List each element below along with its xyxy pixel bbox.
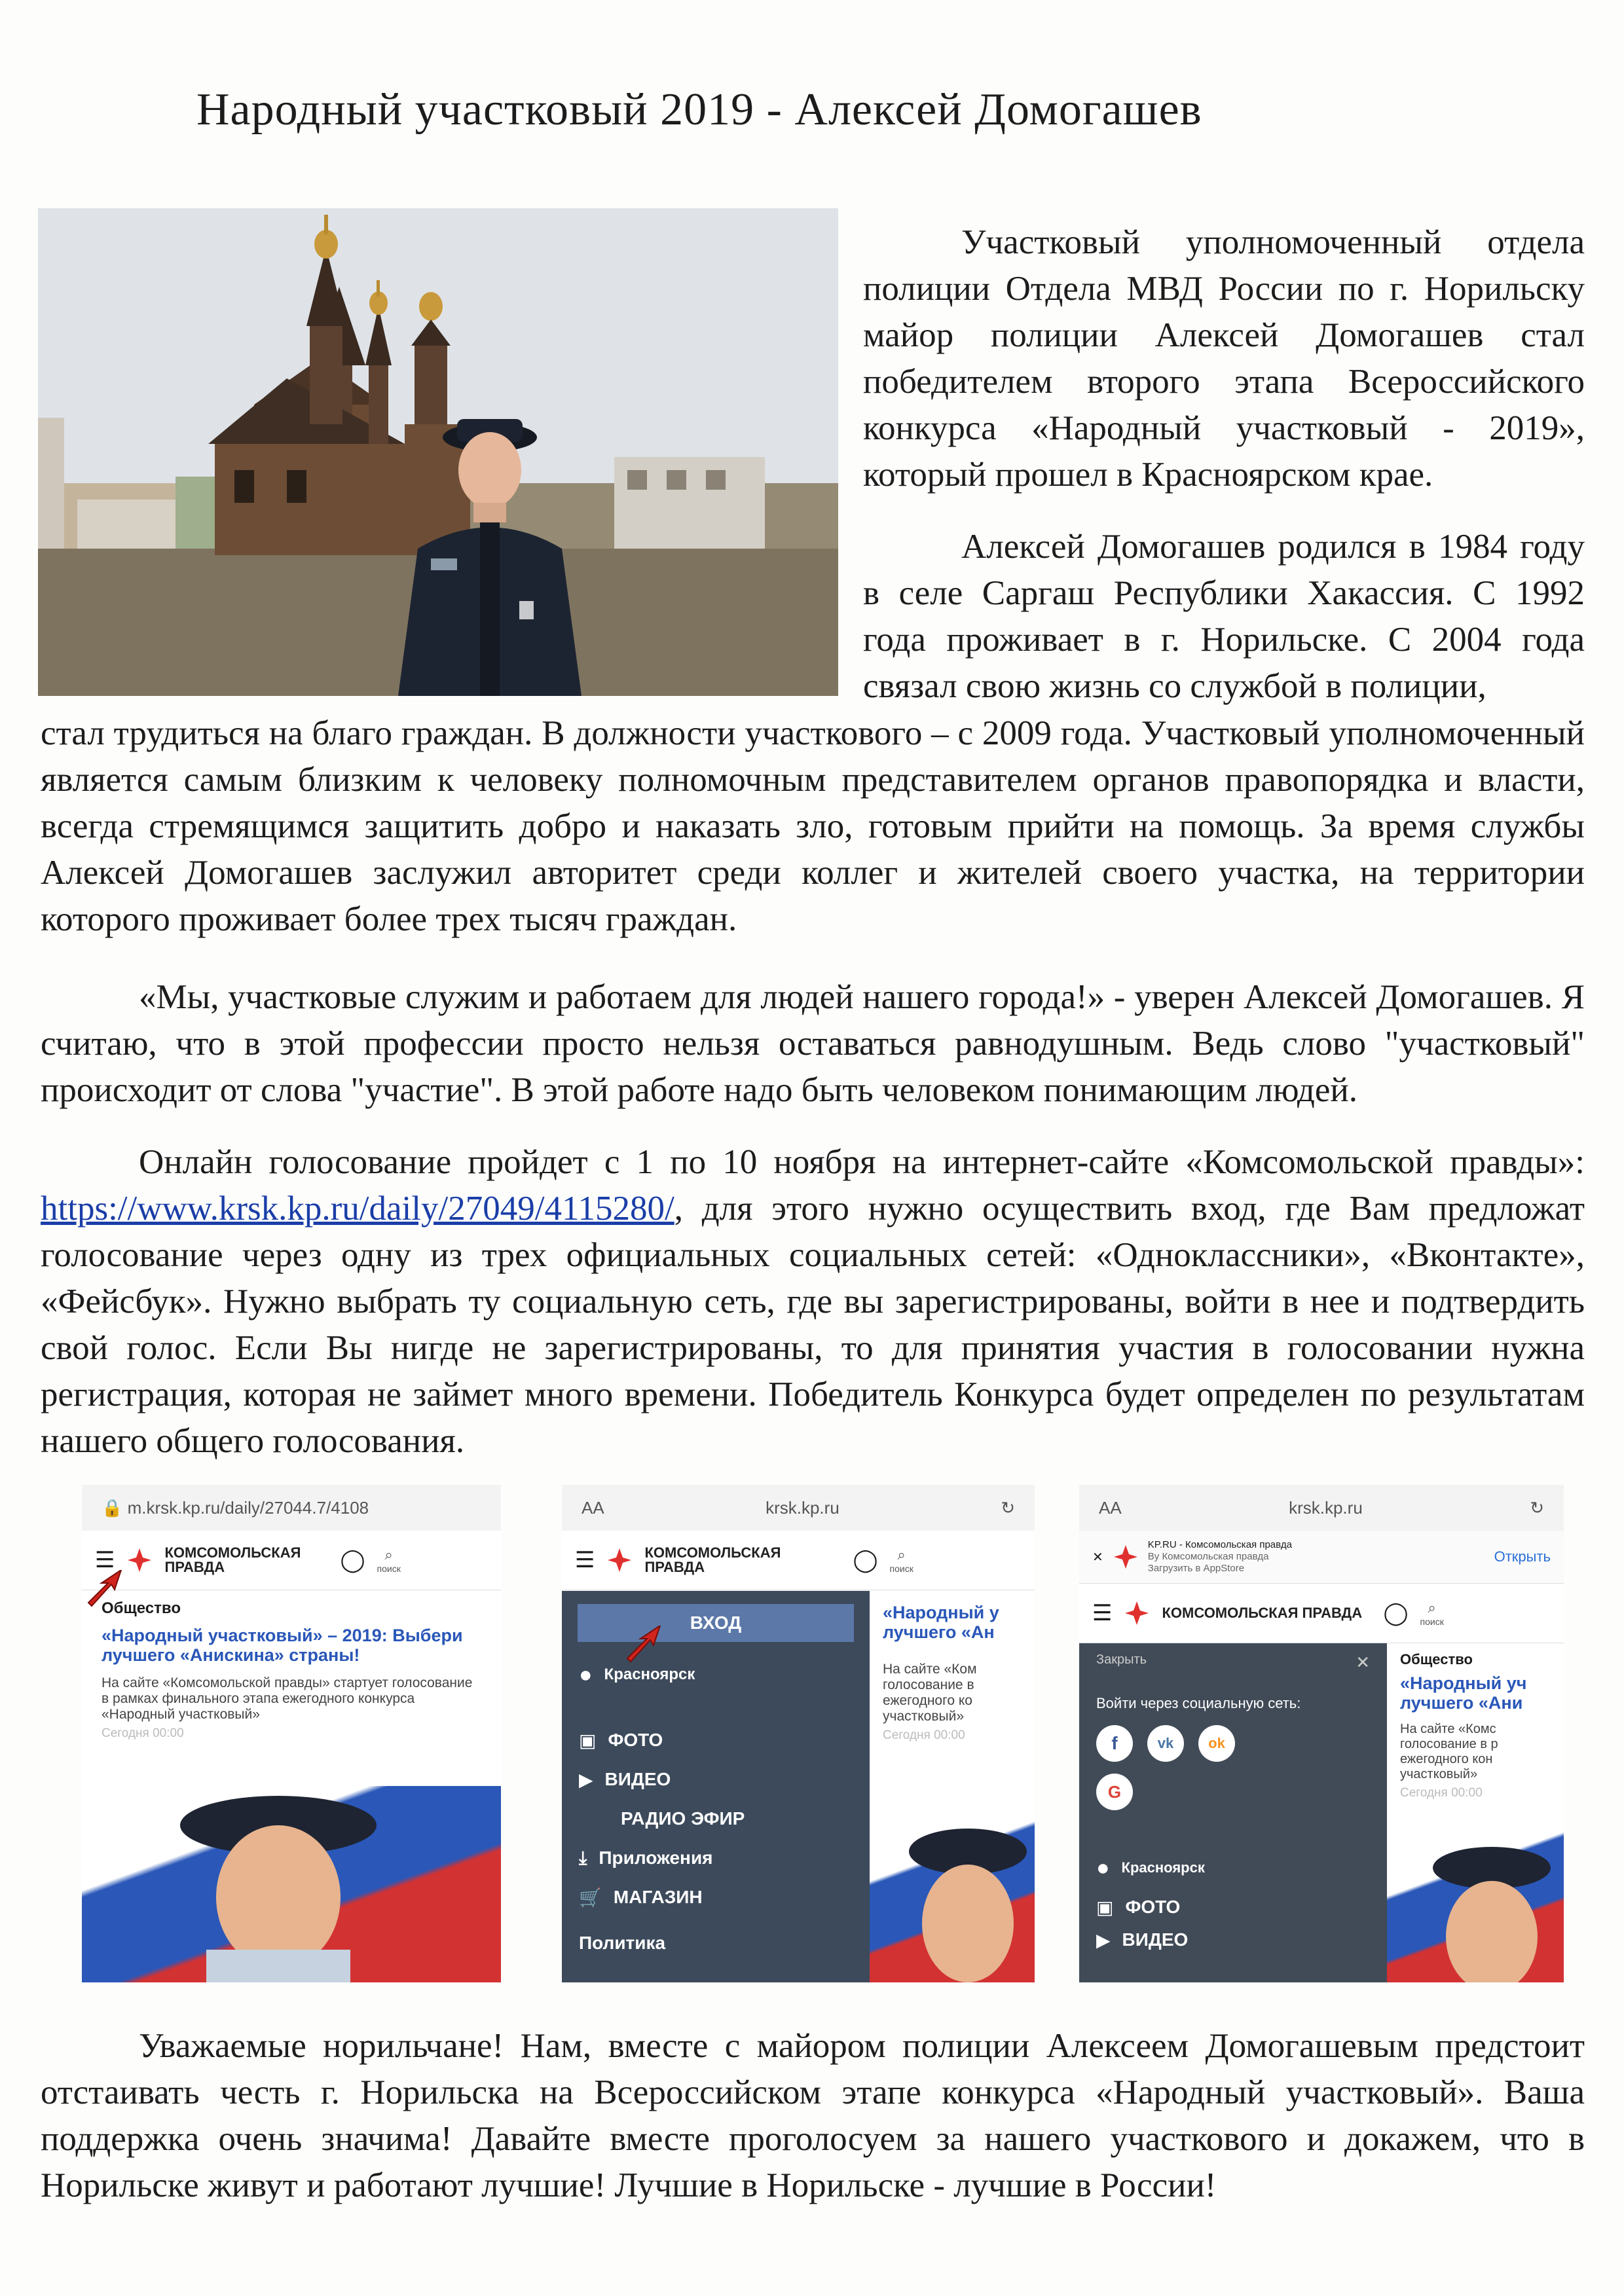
- google-icon[interactable]: G: [1096, 1774, 1133, 1810]
- policeman-cartoon-illustration: [1387, 1832, 1564, 1982]
- app-banner: [1079, 1531, 1564, 1584]
- officer-photo: [38, 208, 838, 696]
- kp-app-icon: [1113, 1544, 1139, 1570]
- search-label: поиск: [377, 1563, 401, 1574]
- article-time: Сегодня 00:00: [101, 1726, 184, 1740]
- article-headline[interactable]: «Народный уч лучшего «Ани: [1400, 1673, 1527, 1713]
- menu-label: ВИДЕО: [1122, 1929, 1189, 1950]
- pointer-arrow-icon: [621, 1626, 673, 1665]
- article-lead: На сайте «Ком голосование в ежегодного ко участковый»: [883, 1662, 977, 1724]
- paragraph-4: [41, 1139, 1585, 1465]
- menu-label: ФОТО: [608, 1730, 663, 1750]
- article-time: Сегодня 00:00: [1400, 1786, 1483, 1800]
- menu-item-apps[interactable]: [562, 1838, 870, 1878]
- close-label[interactable]: Закрыть: [1096, 1652, 1147, 1667]
- odnoklassniki-icon[interactable]: ok: [1198, 1725, 1235, 1762]
- address-bar: [1079, 1485, 1564, 1531]
- menu-item-politics[interactable]: [562, 1923, 870, 1963]
- article-headline[interactable]: «Народный участковый» – 2019: Выбери лучшего «Анискина» страны!: [101, 1626, 463, 1665]
- address-bar: [82, 1485, 501, 1531]
- article-lead: На сайте «Комсомольской правды» стартует голосование в рамках финального этапа ежегодного конкурса «Народный участковый»: [101, 1675, 473, 1722]
- paragraph-3: «Мы, участковые служим и работаем для людей нашего города!» - уверен Алексей Домогашев. Я считаю, что в этой профессии просто нельзя оставаться равнодушным. Ведь слово "участковый" происходит от слова "участие". В этой работе надо быть человеком понимающим людей.: [41, 978, 1585, 1109]
- article-headline[interactable]: «Народный у лучшего «Ан: [883, 1603, 999, 1642]
- menu-label: Приложения: [599, 1848, 713, 1868]
- menu-label: Политика: [579, 1933, 666, 1953]
- chat-icon[interactable]: ◯: [1383, 1601, 1409, 1626]
- address-bar: [562, 1485, 1035, 1531]
- pointer-arrow-icon: [82, 1570, 134, 1609]
- menu-label: ФОТО: [1125, 1897, 1181, 1917]
- menu-icon[interactable]: ☰: [1092, 1601, 1113, 1626]
- chat-icon[interactable]: ◯: [853, 1548, 878, 1573]
- paragraph-5: Уважаемые норильчане! Нам, вместе с майором полиции Алексеем Домогашевым предстоит отстаивать честь г. Норильска на Всероссийском этапе конкурса «Народный участковый». Ваша поддержка очень значима! Давайте вместе проголосуем за нашего участкового и докажем, что в Норильске живут и работают лучшие! Лучшие в Норильске - лучшие в России!: [41, 2027, 1585, 2204]
- side-drawer: [562, 1591, 870, 1982]
- menu-item-shop[interactable]: [562, 1878, 870, 1917]
- url-text: m.krsk.kp.ru/daily/27044.7/4108: [127, 1497, 369, 1518]
- article-hero-image: [82, 1786, 501, 1982]
- site-header: [562, 1531, 1035, 1590]
- close-icon[interactable]: ✕: [1092, 1550, 1103, 1565]
- search-label: поиск: [1420, 1616, 1444, 1627]
- side-drawer: [1079, 1643, 1387, 1982]
- banner-by: By Комсомольская правда: [1147, 1551, 1269, 1562]
- site-header: [1079, 1584, 1564, 1643]
- city-label: Красноярск: [1121, 1859, 1205, 1876]
- download-icon: ⤓: [579, 1847, 587, 1868]
- section-label: Общество: [1400, 1651, 1473, 1667]
- kp-logo-icon: [126, 1547, 153, 1573]
- vk-icon[interactable]: vk: [1147, 1725, 1184, 1762]
- brand-name: КОМСОМОЛЬСКАЯ ПРАВДА: [164, 1544, 301, 1575]
- search-label: поиск: [889, 1563, 913, 1574]
- text-size-label[interactable]: AA: [1099, 1497, 1122, 1518]
- play-icon: ▶: [579, 1769, 593, 1790]
- location-pin-icon: ●: [1096, 1855, 1110, 1880]
- menu-icon[interactable]: ☰: [95, 1548, 115, 1573]
- camera-icon: ▣: [579, 1730, 597, 1751]
- policeman-cartoon-illustration: [870, 1812, 1035, 1982]
- url-text: krsk.kp.ru: [766, 1497, 840, 1518]
- church-photo-illustration: [38, 208, 838, 696]
- city-selector[interactable]: [562, 1655, 870, 1694]
- brand-name: КОМСОМОЛЬСКАЯ ПРАВДА: [644, 1544, 781, 1575]
- login-button[interactable]: ВХОД: [578, 1604, 854, 1642]
- menu-item-video[interactable]: [562, 1760, 870, 1799]
- reload-icon[interactable]: ↻: [1530, 1497, 1544, 1518]
- play-icon: ▶: [1096, 1929, 1111, 1950]
- lock-icon: 🔒: [101, 1497, 123, 1518]
- menu-item-photo[interactable]: [1079, 1887, 1387, 1927]
- article-time: Сегодня 00:00: [883, 1728, 965, 1742]
- page-title: Народный участковый 2019 - Алексей Домогашев: [196, 84, 1202, 135]
- kp-logo-icon: [606, 1547, 633, 1573]
- brand-name: КОМСОМОЛЬСКАЯ ПРАВДА: [1162, 1605, 1363, 1621]
- camera-icon: ▣: [1096, 1897, 1114, 1918]
- city-selector[interactable]: [1079, 1848, 1387, 1887]
- search-icon[interactable]: ⌕ поиск: [889, 1546, 913, 1574]
- chat-icon[interactable]: ◯: [340, 1548, 365, 1573]
- paragraph-1: Участковый уполномоченный отдела полиции Отдела МВД России по г. Норильску майор полиции Алексей Домогашев стал победителем второго этапа Всероссийского конкурса «Народный участковый - 2019», который прошел в Красноярском крае.: [863, 223, 1585, 494]
- city-label: Красноярск: [604, 1666, 695, 1683]
- cart-icon: 🛒: [579, 1887, 602, 1908]
- menu-label: МАГАЗИН: [613, 1887, 703, 1907]
- policeman-cartoon-illustration: [82, 1786, 501, 1982]
- facebook-icon[interactable]: f: [1096, 1725, 1133, 1762]
- menu-label: РАДИО ЭФИР: [621, 1808, 745, 1829]
- url-text: krsk.kp.ru: [1289, 1497, 1363, 1518]
- vote-link[interactable]: https://www.krsk.kp.ru/daily/27049/4115280/: [41, 1190, 674, 1228]
- article-hero-image: [1387, 1832, 1564, 1982]
- paragraph-4-intro: Онлайн голосование пройдет с 1 по 10 ноября на интернет-сайте «Комсомольской правды»:: [139, 1143, 1585, 1181]
- social-login-title: Войти через социальную сеть:: [1096, 1695, 1301, 1711]
- banner-title: KP.RU - Комсомольская правда: [1147, 1539, 1293, 1550]
- kp-logo-icon: [1124, 1600, 1150, 1626]
- reload-icon[interactable]: ↻: [1001, 1497, 1015, 1518]
- menu-icon[interactable]: ☰: [575, 1548, 595, 1573]
- menu-item-video[interactable]: [1079, 1927, 1387, 1953]
- menu-item-radio[interactable]: [562, 1799, 870, 1838]
- paragraph-2: Алексей Домогашев родился в 1984 году в селе Саргаш Республики Хакассия. С 1992 года проживает в г. Норильске. С 2004 года связал свою жизнь со службой в полиции,: [863, 528, 1585, 705]
- site-header: [82, 1531, 501, 1590]
- screenshot-2: [562, 1485, 1035, 1982]
- article-hero-image: [870, 1812, 1035, 1982]
- menu-item-photo[interactable]: [562, 1721, 870, 1760]
- screenshot-3: [1079, 1485, 1564, 1982]
- screenshot-1: [82, 1485, 501, 1982]
- article-lead: На сайте «Комс голосование в р ежегодного кон участковый»: [1400, 1722, 1498, 1781]
- search-icon[interactable]: ⌕ поиск: [377, 1546, 401, 1574]
- close-icon[interactable]: ✕: [1356, 1652, 1370, 1672]
- text-size-label[interactable]: AA: [581, 1497, 604, 1518]
- paragraph-4-body: , для этого нужно осуществить вход, где Вам предложат голосование через одну из трех официальных социальных сетей: «Одноклассники», «Вконтакте», «Фейсбук». Нужно выбрать ту социальную сеть, где вы зарегистрированы, войти в нее и подтвердить свой голос. Если Вы нигде не зарегистрированы, то для принятия участия в голосовании нужна регистрация, которая не займет много времени. Победитель Конкурса будет определен по результатам нашего общего голосования.: [41, 1190, 1585, 1460]
- menu-label: ВИДЕО: [604, 1769, 671, 1789]
- search-icon[interactable]: ⌕ поиск: [1420, 1599, 1444, 1627]
- open-app-button[interactable]: Открыть: [1494, 1548, 1551, 1565]
- paragraph-2-continued: стал трудиться на благо граждан. В должности участкового – с 2009 года. Участковый уполномоченный является самым близким к человеку полномочным представителем органов правопорядка и власти, всегда стремящимся защитить добро и наказать зло, готовым прийти на помощь. За время службы Алексей Домогашев заслужил авторитет среди коллег и жителей своего участка, на территории которого проживает более трех тысяч граждан.: [41, 714, 1585, 938]
- location-pin-icon: ●: [579, 1662, 593, 1687]
- banner-store: Загрузить в AppStore: [1147, 1563, 1245, 1574]
- section-label: Общество: [101, 1599, 181, 1617]
